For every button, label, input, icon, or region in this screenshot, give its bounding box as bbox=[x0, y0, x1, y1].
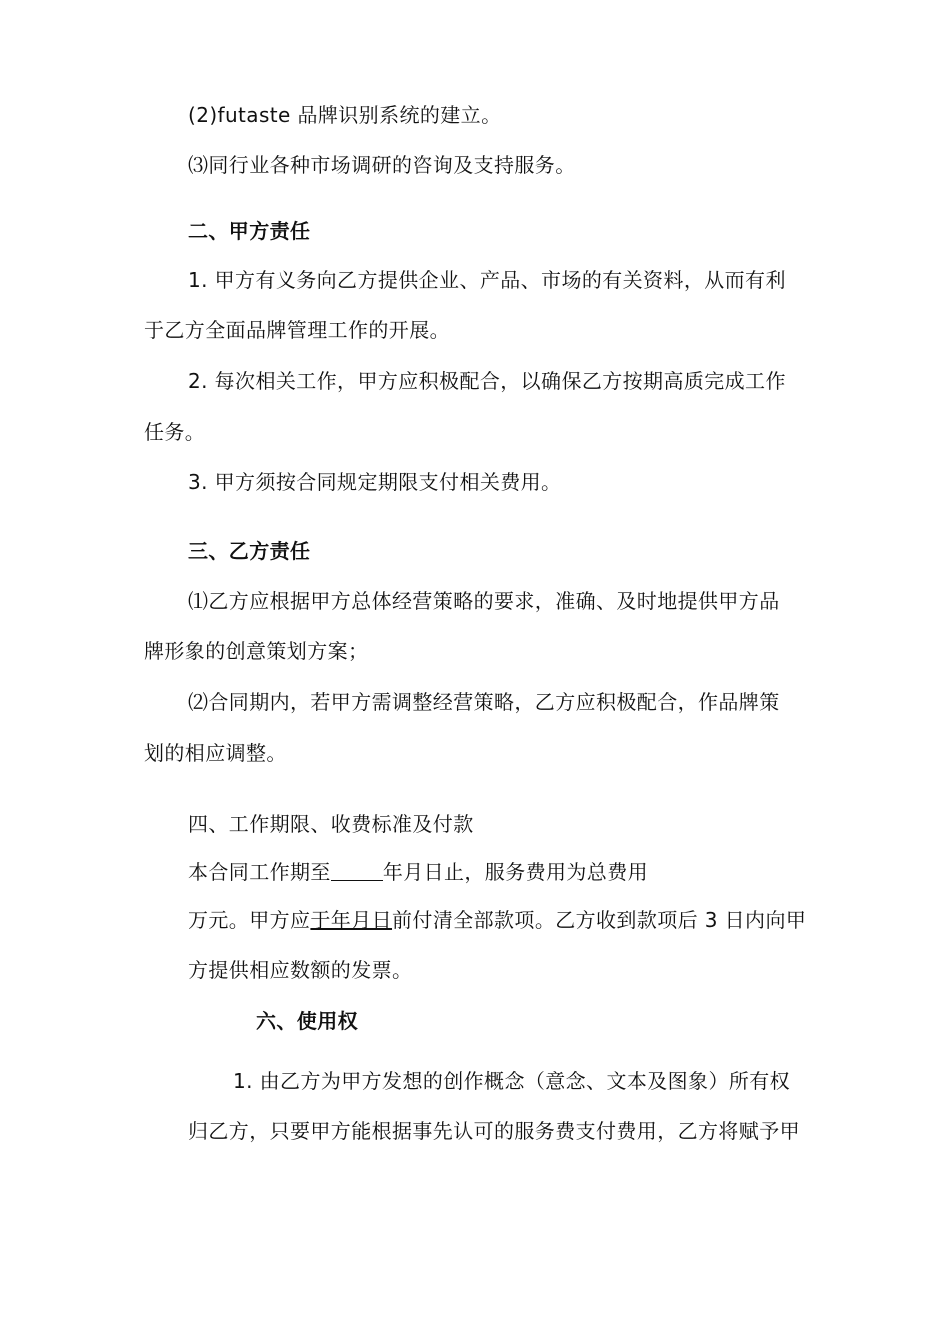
contract-term-prefix: 本合同工作期至 bbox=[188, 860, 331, 884]
payment-date-underlined: 于年月日 bbox=[310, 908, 393, 932]
paragraph-3-1-line-2: 牌形象的创意策划方案； bbox=[144, 639, 369, 663]
paragraph-2-1-line-2: 于乙方全面品牌管理工作的开展。 bbox=[144, 318, 450, 342]
list-item-3: ⑶同行业各种市场调研的咨询及支持服务。 bbox=[188, 153, 576, 177]
paragraph-4-3: 方提供相应数额的发票。 bbox=[188, 958, 413, 982]
paragraph-3-2-line-1: ⑵合同期内，若甲方需调整经营策略，乙方应积极配合，作品牌策 bbox=[188, 690, 780, 714]
paragraph-2-1-line-1: 1. 甲方有义务向乙方提供企业、产品、市场的有关资料，从而有利 bbox=[188, 268, 786, 292]
section-heading-6: 六、使用权 bbox=[256, 1009, 358, 1033]
section-heading-3: 三、乙方责任 bbox=[188, 539, 311, 563]
blank-field bbox=[331, 860, 383, 881]
paragraph-3-1-line-1: ⑴乙方应根据甲方总体经营策略的要求，准确、及时地提供甲方品 bbox=[188, 589, 780, 613]
contract-term-suffix: 年月日止，服务费用为总费用 bbox=[382, 860, 649, 884]
paragraph-6-1-line-1: 1. 由乙方为甲方发想的创作概念（意念、文本及图象）所有权 bbox=[233, 1069, 791, 1093]
list-item-2: (2)futaste 品牌识别系统的建立。 bbox=[188, 103, 502, 127]
paragraph-2-2-line-1: 2. 每次相关工作，甲方应积极配合，以确保乙方按期高质完成工作 bbox=[188, 369, 786, 393]
payment-suffix: 前付清全部款项。乙方收到款项后 3 日内向甲 bbox=[392, 908, 807, 932]
paragraph-2-2-line-2: 任务。 bbox=[144, 420, 206, 444]
section-heading-4: 四、工作期限、收费标准及付款 bbox=[188, 812, 474, 836]
paragraph-3-2-line-2: 划的相应调整。 bbox=[144, 741, 287, 765]
paragraph-4-1 bbox=[188, 858, 648, 886]
paragraph-2-3: 3. 甲方须按合同规定期限支付相关费用。 bbox=[188, 470, 562, 494]
paragraph-4-2 bbox=[188, 906, 806, 934]
paragraph-6-1-line-2: 归乙方，只要甲方能根据事先认可的服务费支付费用，乙方将赋予甲 bbox=[188, 1119, 800, 1143]
payment-prefix: 万元。甲方应 bbox=[188, 908, 311, 932]
section-heading-2: 二、甲方责任 bbox=[188, 219, 311, 243]
